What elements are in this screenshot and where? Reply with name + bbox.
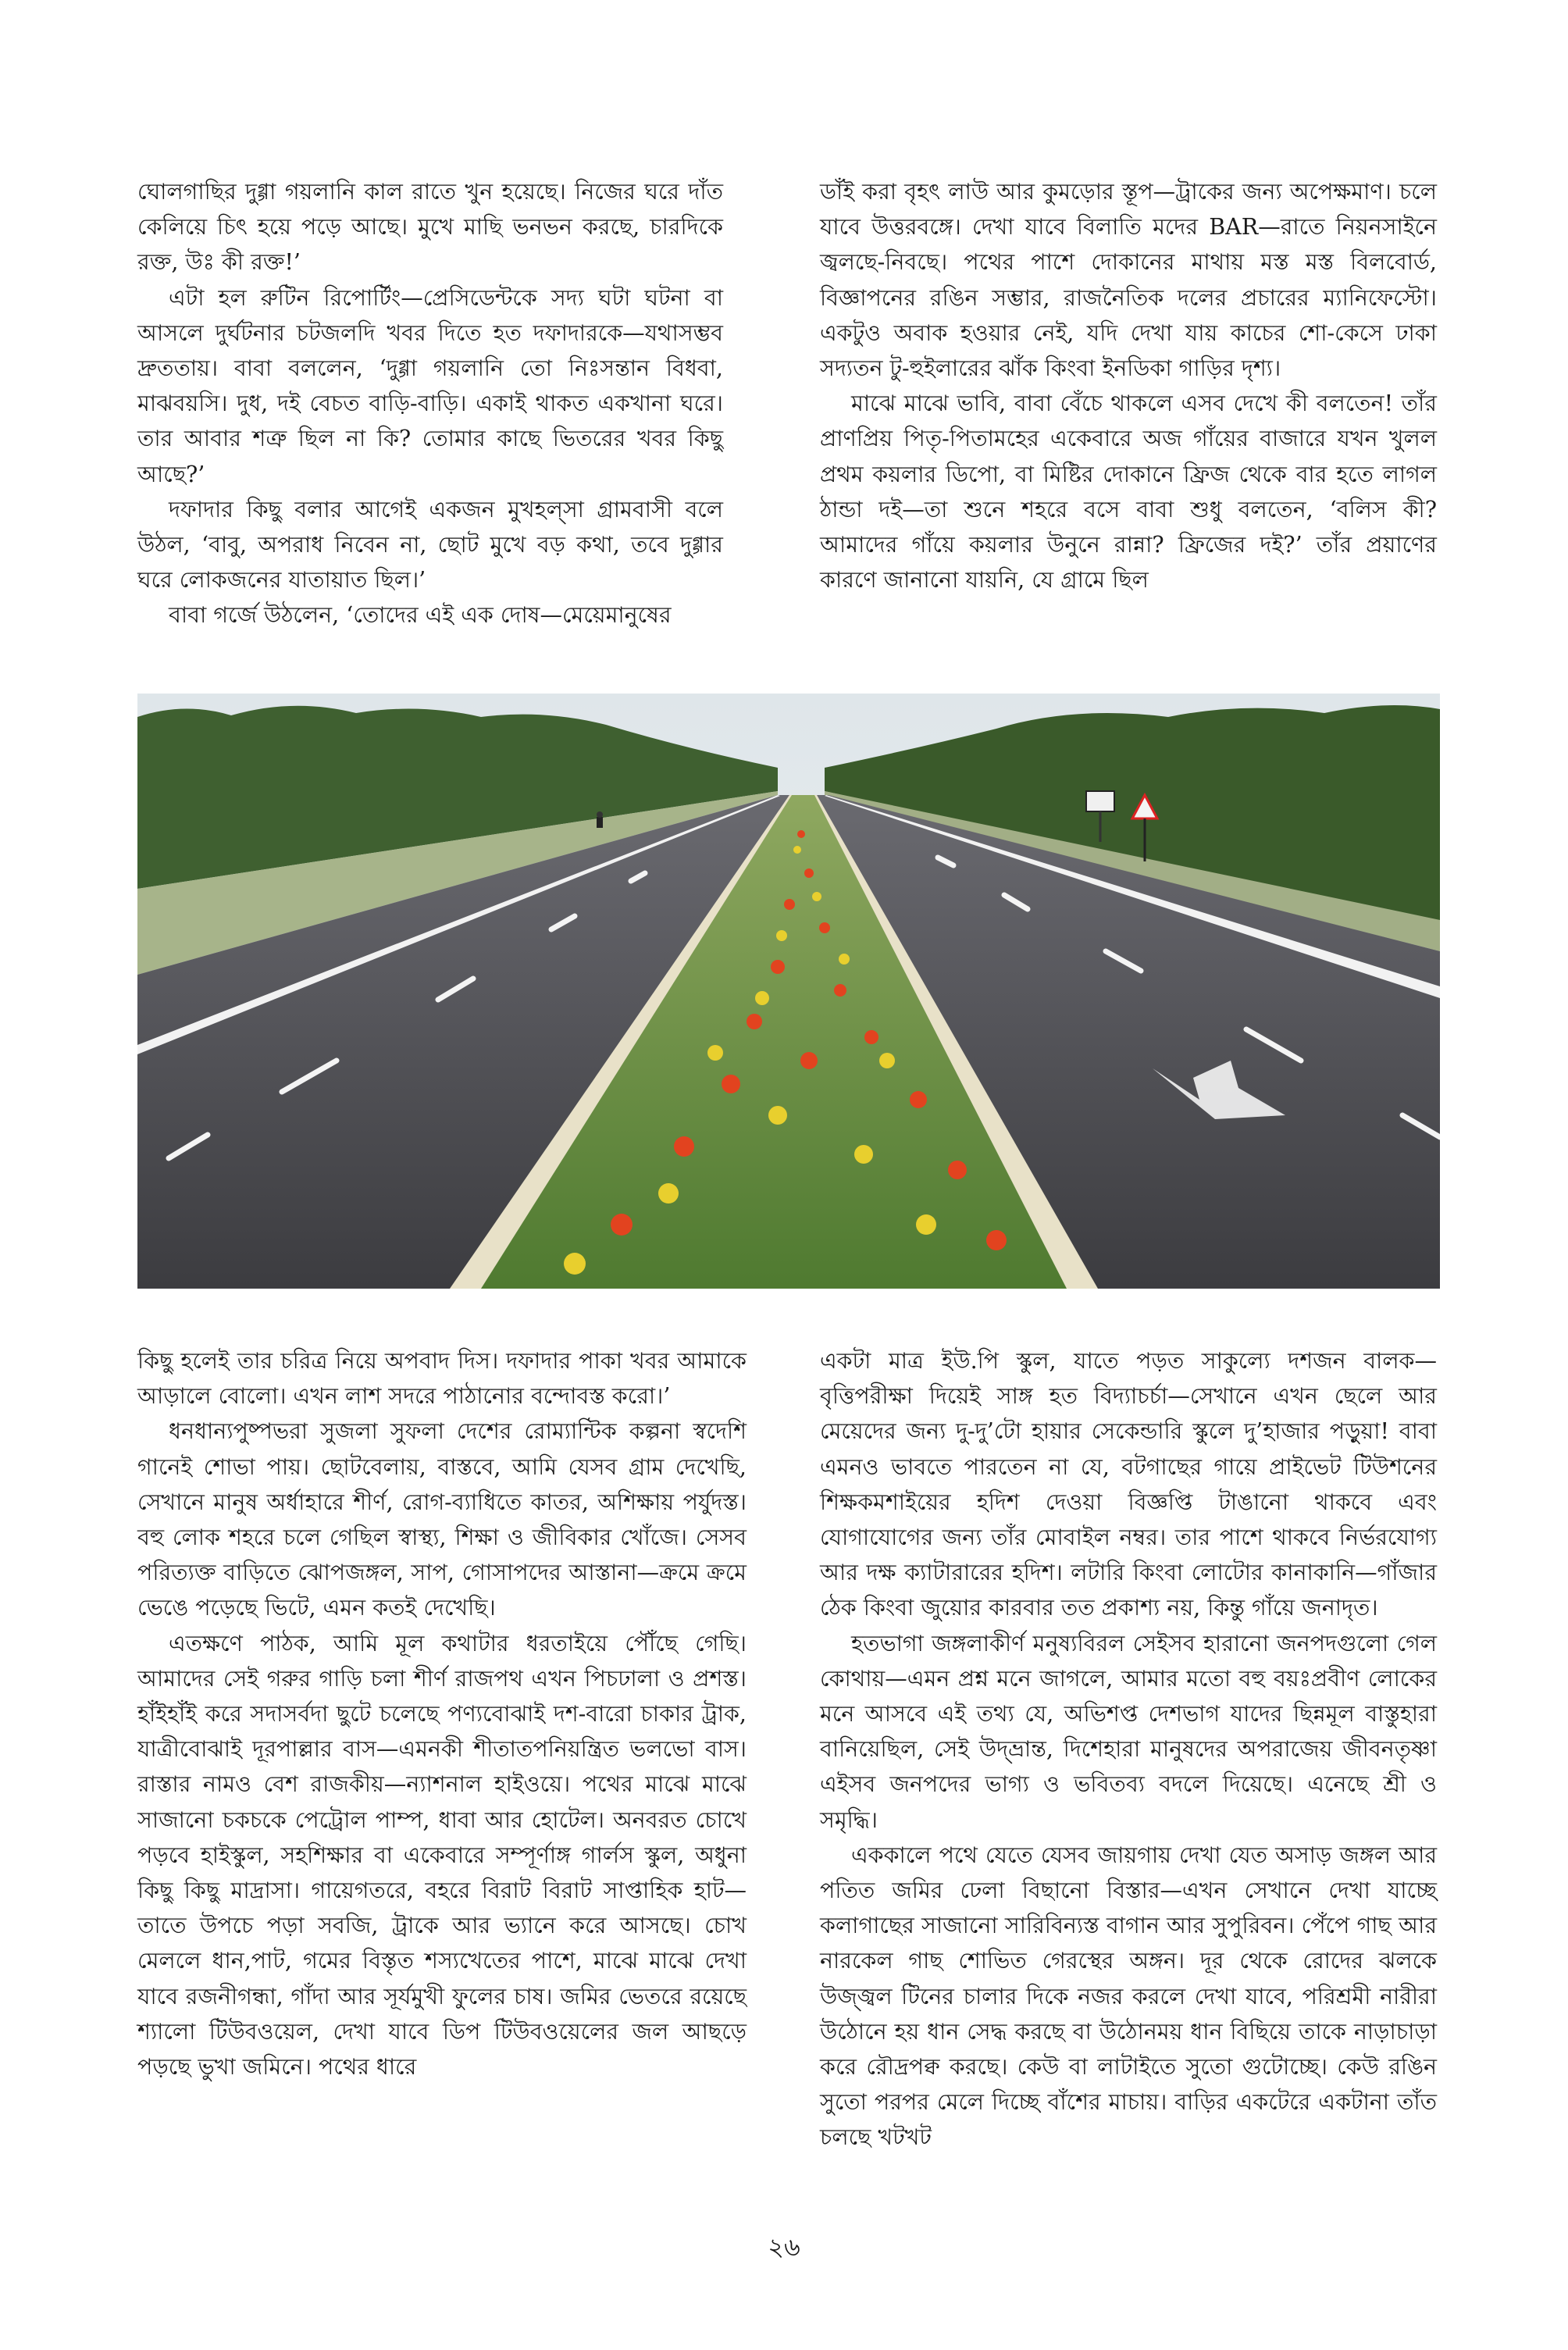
motorcyclist [597, 811, 603, 828]
paragraph: এককালে পথে যেতে যেসব জায়গায় দেখা যেত অসাড় জঙ্গল আর পতিত জমির ঢেলা বিছানো বিস্তার—এখন সেখানে দেখা যাচ্ছে কলাগাছের সাজানো সারিবিন্যস্ত বাগান আর সুপুরিবন। পেঁপে গাছ আর নারকেল গাছ শোভিত গেরস্থের অঙ্গন। দূর থেকে রোদের ঝলকে উজ্জ্বল টিনের চালার দিকে নজর করলে দেখা যাবে, পরিশ্রমী নারীরা উঠোনে হয় ধান সেদ্ধ করছে বা উঠোনময় ধান বিছিয়ে তাকে নাড়াচাড়া করে রৌদ্রপক্ব করছে। কেউ বা লাটাইতে সুতো গুটোচ্ছে। কেউ রঙিন সুতো পরপর মেলে দিচ্ছে বাঁশের মাচায়। বাড়ির একটেরে একটানা তাঁত চলছে খটখট [820, 1842, 1437, 2151]
column-top-right [820, 174, 1437, 597]
page-number: ২৬ [768, 2232, 800, 2262]
paragraph: হতভাগা জঙ্গলাকীর্ণ মনুষ্যবিরল সেইসব হারানো জনপদগুলো গেল কোথায়—এমন প্রশ্ন মনে জাগলে, আমার মতো বহু বয়ঃপ্রবীণ লোকের মনে আসবে এই তথ্য যে, অভিশপ্ত দেশভাগ যাদের ছিন্নমূল বাস্তুহারা বানিয়েছিল, সেই উদ্‌ভ্রান্ত, দিশেহারা মানুষদের অপরাজেয় জীবনতৃষ্ণা এইসব জনপদের ভাগ্য ও ভবিতব্য বদলে দিয়েছে। এনেছে শ্রী ও সমৃদ্ধি। [820, 1630, 1437, 1833]
paragraph: এটা হল রুটিন রিপোর্টিং—প্রেসিডেন্টকে সদ্য ঘটা ঘটনা বা আসলে দুর্ঘটনার চটজলদি খবর দিতে হত দফাদারকে—যথাসম্ভব দ্রুততায়। বাবা বললেন, ‘দুগ্গা গয়লানি তো নিঃসন্তান বিধবা, মাঝবয়সি। দুধ, দই বেচত বাড়ি-বাড়ি। একাই থাকত একখানা ঘরে। তার আবার শত্রু ছিল না কি? তোমার কাছে ভিতরের খবর কিছু আছে?’ [137, 284, 723, 487]
paragraph: ধনধান্যপুষ্পভরা সুজলা সুফলা দেশের রোম্যান্টিক কল্পনা স্বদেশি গানেই শোভা পায়। ছোটবেলায়, বাস্তবে, আমি যেসব গ্রাম দেখেছি, সেখানে মানুষ অর্ধাহারে শীর্ণ, রোগ-ব্যাধিতে কাতর, অশিক্ষায় পর্যুদস্ত। বহু লোক শহরে চলে গেছিল স্বাস্থ্য, শিক্ষা ও জীবিকার খোঁজে। সেসব পরিত্যক্ত বাড়িতে ঝোপজঙ্গল, সাপ, গোসাপদের আস্তানা—ক্রমে ক্রমে ভেঙে পড়েছে ভিটে, এমন কতই দেখেছি। [137, 1418, 747, 1621]
paragraph: কিছু হলেই তার চরিত্র নিয়ে অপবাদ দিস। দফাদার পাকা খবর আমাকে আড়ালে বোলো। এখন লাশ সদরে পাঠানোর বন্দোবস্ত করো।’ [137, 1348, 747, 1410]
paragraph: ঘোলগাছির দুগ্গা গয়লানি কাল রাতে খুন হয়েছে। নিজের ঘরে দাঁত কেলিয়ে চিৎ হয়ে পড়ে আছে। মুখে মাছি ভনভন করছে, চারদিকে রক্ত, উঃ কী রক্ত!’ [137, 179, 723, 276]
paragraph: একটা মাত্র ইউ.পি স্কুল, যাতে পড়ত সাকুল্যে দশজন বালক—বৃত্তিপরীক্ষা দিয়েই সাঙ্গ হত বিদ্যাচর্চা—সেখানে এখন ছেলে আর মেয়েদের জন্য দু-দু’টো হায়ার সেকেন্ডারি স্কুলে দু’হাজার পড়ুয়া! বাবা এমনও ভাবতে পারতেন না যে, বটগাছের গায়ে প্রাইভেট টিউশনের শিক্ষকমশাইয়ের হদিশ দেওয়া বিজ্ঞপ্তি টাঙানো থাকবে এবং যোগাযোগের জন্য তাঁর মোবাইল নম্বর। তার পাশে থাকবে নির্ভরযোগ্য আর দক্ষ ক্যাটারারের হদিশ। লটারি কিংবা লোটোর কানাকানি—গাঁজার ঠেক কিংবা জুয়োর কারবার তত প্রকাশ্য নয়, কিন্তু গাঁয়ে জনাদৃত। [820, 1348, 1437, 1621]
highway-photo [137, 694, 1440, 1289]
paragraph: এতক্ষণে পাঠক, আমি মূল কথাটার ধরতাইয়ে পৌঁছে গেছি। আমাদের সেই গরুর গাড়ি চলা শীর্ণ রাজপথ এখন পিচঢালা ও প্রশস্ত। হাঁইহাঁই করে সদাসর্বদা ছুটে চলেছে পণ্যবোঝাই দশ-বারো চাকার ট্রাক, যাত্রীবোঝাই দূরপাল্লার বাস—এমনকী শীতাতপনিয়ন্ত্রিত ভলভো বাস। রাস্তার নামও বেশ রাজকীয়—ন্যাশনাল হাইওয়ে। পথের মাঝে মাঝে সাজানো চকচকে পেট্রোল পাম্প, ধাবা আর হোটেল। অনবরত চোখে পড়বে হাইস্কুল, সহশিক্ষার বা একেবারে সম্পূর্ণাঙ্গ গার্লস স্কুল, অধুনা কিছু কিছু মাদ্রাসা। গায়েগতরে, বহরে বিরাট বিরাট সাপ্তাহিক হাট—তাতে উপচে পড়া সবজি, ট্রাকে আর ভ্যানে করে আসছে। চোখ মেললে ধান,পাট, গমের বিস্তৃত শস্যখেতের পাশে, মাঝে মাঝে দেখা যাবে রজনীগন্ধা, গাঁদা আর সূর্যমুখী ফুলের চাষ। জমির ভেতরে রয়েছে শ্যালো টিউবওয়েল, দেখা যাবে ডিপ টিউবওয়েলের জল আছড়ে পড়ছে ভুখা জমিনে। পথের ধারে [137, 1630, 747, 2081]
column-bottom-right [820, 1343, 1437, 2156]
paragraph: মাঝে মাঝে ভাবি, বাবা বেঁচে থাকলে এসব দেখে কী বলতেন! তাঁর প্রাণপ্রিয় পিতৃ-পিতামহের একেবারে অজ গাঁয়ের বাজারে যখন খুলল প্রথম কয়লার ডিপো, বা মিষ্টির দোকানে ফ্রিজ থেকে বার হতে লাগল ঠান্ডা দই—তা শুনে শহরে বসে বাবা শুধু বলতেন, ‘বলিস কী? আমাদের গাঁয়ে কয়লার উনুনে রান্না? ফ্রিজের দই?’ তাঁর প্রয়াণের কারণে জানানো যায়নি, যে গ্রামে ছিল [820, 390, 1437, 594]
paragraph: বাবা গর্জে উঠলেন, ‘তোদের এই এক দোষ—মেয়েমানুষের [169, 602, 672, 629]
paragraph: দফাদার কিছু বলার আগেই একজন মুখহল্‌সা গ্রামবাসী বলে উঠল, ‘বাবু, অপরাধ নিবেন না, ছোট মুখে বড় কথা, তবে দুগ্গার ঘরে লোকজনের যাতায়াত ছিল।’ [137, 496, 723, 594]
column-bottom-left [137, 1343, 747, 2084]
column-top-left [137, 174, 723, 633]
paragraph: ডাঁই করা বৃহৎ লাউ আর কুমড়োর স্তূপ—ট্রাকের জন্য অপেক্ষমাণ। চলে যাবে উত্তরবঙ্গে। দেখা যাবে বিলাতি মদের BAR—রাতে নিয়নসাইনে জ্বলছে-নিবছে। পথের পাশে দোকানের মাথায় মস্ত মস্ত বিলবোর্ড, বিজ্ঞাপনের রঙিন সম্ভার, রাজনৈতিক দলের প্রচারের ম্যানিফেস্টো। একটুও অবাক হওয়ার নেই, যদি দেখা যায় কাচের শো-কেসে ঢাকা সদ্যতন টু-হুইলারের ঝাঁক কিংবা ইনডিকা গাড়ির দৃশ্য। [820, 179, 1437, 382]
